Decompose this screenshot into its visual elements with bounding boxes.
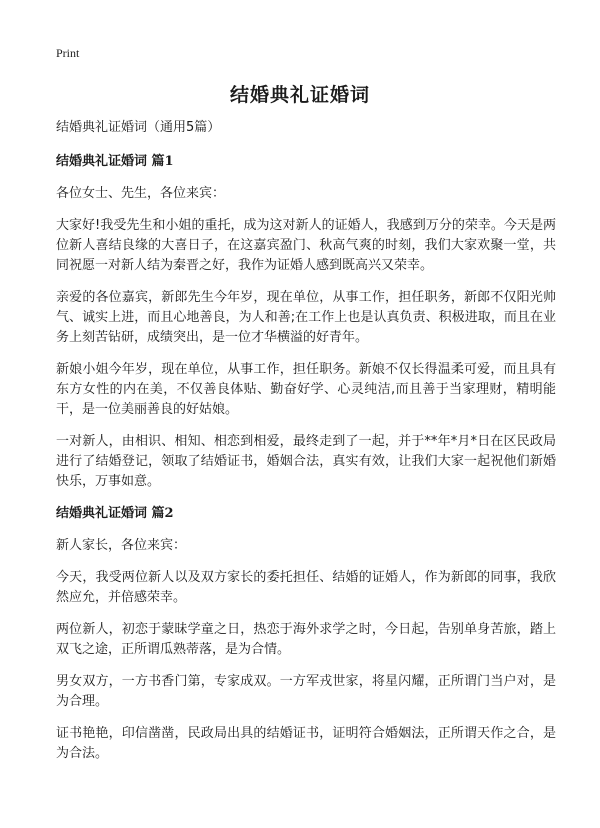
paragraph: 男女双方，一方书香门第，专家成双。一方军戎世家，将星闪耀，正所谓门当户对，是为合理。 bbox=[56, 674, 556, 709]
paragraph: 一对新人，由相识、相知、相恋到相爱，最终走到了一起，并于**年*月*日在区民政局进行了结婚登记，领取了结婚证书，婚姻合法，真实有效，让我们大家一起祝他们新婚快乐，万事如意。 bbox=[56, 434, 556, 489]
print-link[interactable]: Print bbox=[56, 46, 80, 60]
paragraph: 各位女士、先生，各位来宾： bbox=[56, 186, 226, 201]
section-1 bbox=[56, 152, 556, 492]
document-subtitle: 结婚典礼证婚词（通用5篇） bbox=[56, 120, 221, 135]
section-heading: 结婚典礼证婚词 篇2 bbox=[56, 506, 174, 521]
document-body bbox=[56, 118, 556, 776]
paragraph: 今天，我受两位新人以及双方家长的委托担任、结婚的证婚人，作为新郎的同事，我欣然应允，并倍感荣幸。 bbox=[56, 570, 556, 605]
section-2 bbox=[56, 504, 556, 764]
paragraph: 证书艳艳，印信凿凿，民政局出具的结婚证书，证明符合婚姻法，正所谓天作之合，是为合法。 bbox=[56, 726, 556, 761]
section-heading: 结婚典礼证婚词 篇1 bbox=[56, 154, 174, 169]
paragraph: 新娘小姐今年岁，现在单位，从事工作，担任职务。新娘不仅长得温柔可爱，而且具有东方女性的内在美，不仅善良体贴、勤奋好学、心灵纯洁,而且善于当家理财，精明能干，是一位美丽善良的好姑娘。 bbox=[56, 362, 556, 417]
paragraph: 新人家长，各位来宾： bbox=[56, 538, 187, 553]
page-title: 结婚典礼证婚词 bbox=[229, 84, 370, 106]
paragraph: 亲爱的各位嘉宾，新郎先生今年岁，现在单位，从事工作，担任职务，新郎不仅阳光帅气、诚实上进，而且心地善良，为人和善;在工作上也是认真负责、积极进取，而且在业务上刻苦钻研，成绩突出，是一位才华横溢的好青年。 bbox=[56, 290, 556, 345]
paragraph: 大家好!我受先生和小姐的重托，成为这对新人的证婚人，我感到万分的荣幸。今天是两位新人喜结良缘的大喜日子，在这嘉宾盈门、秋高气爽的时刻，我们大家欢聚一堂，共同祝愿一对新人结为秦晋之好，我作为证婚人感到既高兴又荣幸。 bbox=[56, 218, 556, 273]
paragraph: 两位新人，初恋于蒙昧学童之日，热恋于海外求学之时，今日起，告别单身苦旅，踏上双飞之途，正所谓瓜熟蒂落，是为合情。 bbox=[56, 622, 556, 657]
